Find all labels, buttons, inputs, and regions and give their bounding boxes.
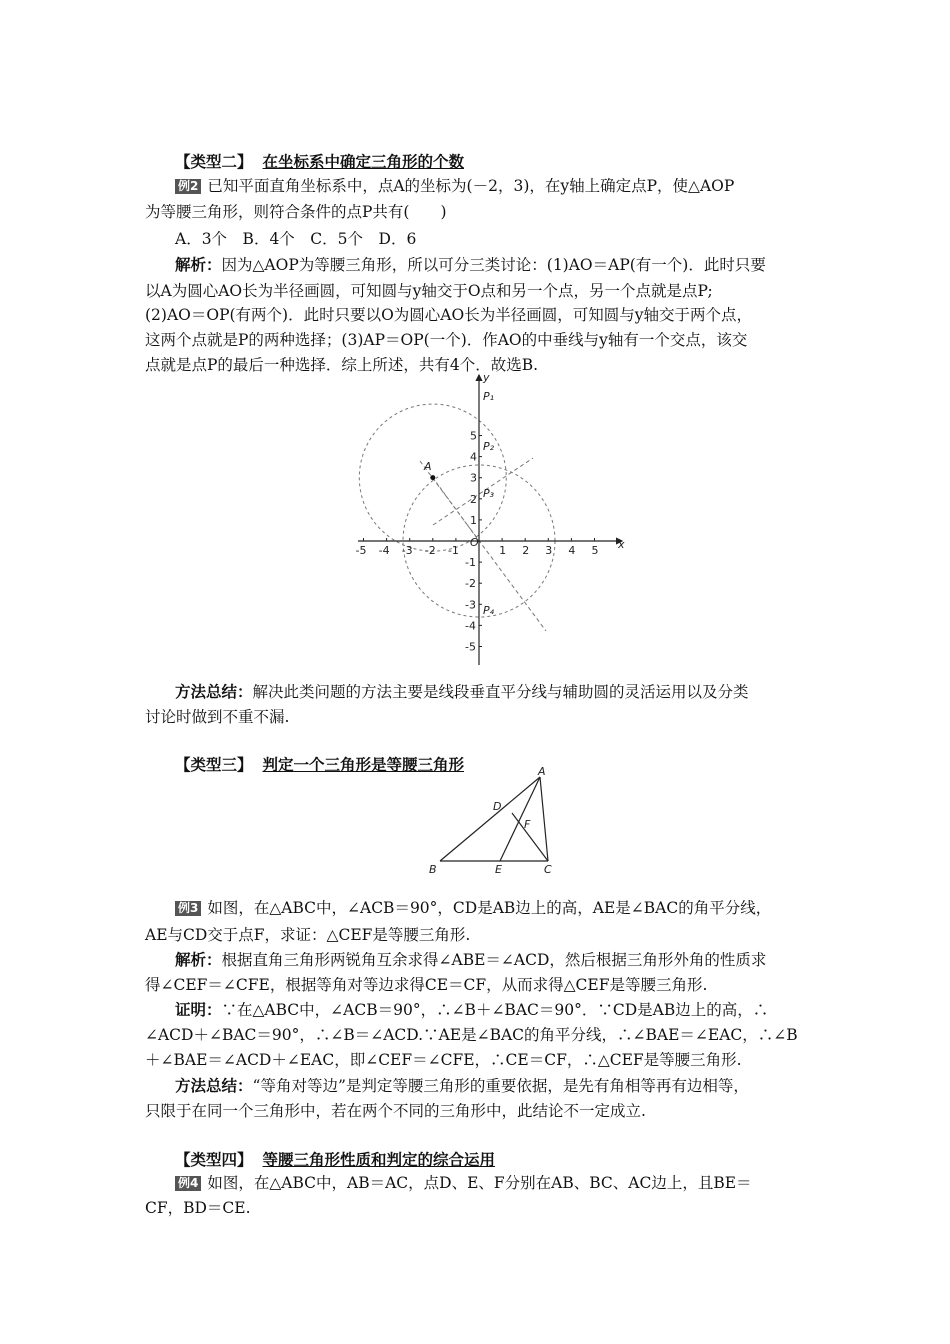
y-tick-label: -2 [465, 577, 476, 591]
segment-A-O [433, 478, 479, 541]
method-summary-line1 [175, 682, 749, 702]
analysis-line4: 这两个点就是P的两种选择；(3)AP＝OP(一个)．作AO的中垂线与y轴有一个交点，该交 [145, 331, 748, 349]
y-tick-label: -3 [465, 598, 476, 612]
analysis-line2: 以A为圆心AO长为半径画圆，可知圆与y轴交于O点和另一个点，另一个点就是点P; [145, 282, 713, 300]
x-tick-label: 1 [499, 544, 507, 557]
problem-text: 如图，在△ABC中，∠ACB＝90°，CD是AB边上的高，AE是∠BAC的角平分线， [207, 899, 772, 917]
x-tick-label: 4 [568, 544, 576, 557]
method-text: 解决此类问题的方法主要是线段垂直平分线与辅助圆的灵活运用以及分类 [252, 683, 749, 701]
method-summary-line1 [175, 1076, 749, 1096]
analysis-label: 解析： [175, 256, 222, 274]
example-badge: 例2 [175, 179, 201, 194]
x-axis-label: x [618, 538, 625, 551]
y-axis-label: y [483, 371, 490, 384]
y-tick-label: 5 [470, 429, 477, 443]
method-summary-line2: 讨论时做到不重不漏. [145, 708, 290, 726]
segment-AE [500, 777, 540, 861]
y-tick-label: 4 [470, 450, 477, 464]
heading-bracket: 【类型四】 [175, 1151, 253, 1169]
proof-label: 证明： [175, 1001, 222, 1019]
example-4-problem-line1 [175, 1173, 752, 1193]
x-tick-label: -2 [424, 544, 436, 557]
method-summary-line2: 只限于在同一个三角形中，若在两个不同的三角形中，此结论不一定成立. [145, 1102, 646, 1120]
point-P1-label: P₁ [483, 390, 495, 403]
x-tick-label: 3 [545, 544, 553, 557]
vertex-B-label: B [429, 863, 437, 876]
analysis-line1 [175, 255, 766, 275]
example-2-options: A．3个 B．4个 C．5个 D．6 [175, 230, 417, 248]
point-A-label: A [424, 460, 432, 473]
heading-topic: 等腰三角形性质和判定的综合运用 [262, 1151, 496, 1169]
example-3-problem-line2: AE与CD交于点F，求证：△CEF是等腰三角形. [145, 926, 471, 944]
point-E-label: E [495, 863, 502, 876]
vertex-A-label: A [538, 765, 546, 778]
point-A-dot [430, 475, 435, 480]
x-tick-label: -1 [447, 544, 459, 557]
y-tick-label: 1 [470, 513, 477, 527]
proof-line1 [175, 1000, 768, 1020]
proof-line3: ＋∠BAE＝∠ACD＋∠EAC，即∠CEF＝∠CFE，∴CE＝CF，∴△CEF是等腰三角形. [145, 1051, 742, 1069]
example-2-problem-line1 [175, 176, 734, 196]
problem-text: 已知平面直角坐标系中，点A的坐标为(－2，3)，在y轴上确定点P，使△AOP [207, 177, 735, 195]
example-badge: 例3 [175, 901, 201, 916]
triangle-figure [420, 765, 570, 880]
example-2-problem-line2: 为等腰三角形，则符合条件的点P共有( ) [145, 203, 447, 221]
proof-line2: ∠ACD＋∠BAC＝90°，∴∠B＝∠ACD.∵AE是∠BAC的角平分线，∴∠BAE＝∠EAC，∴∠B [145, 1026, 798, 1044]
analysis-line5: 点就是点P的最后一种选择．综上所述，共有4个．故选B. [145, 356, 539, 374]
point-D-label: D [493, 800, 502, 813]
analysis-line2: 得∠CEF＝∠CFE，根据等角对等边求得CE＝CF，从而求得△CEF是等腰三角形. [145, 976, 708, 994]
type4-heading [175, 1150, 495, 1170]
x-tick-label: -3 [401, 544, 413, 557]
x-tick-label: 2 [522, 544, 530, 557]
point-P2-label: P₂ [483, 440, 495, 453]
heading-bracket: 【类型二】 [175, 153, 253, 171]
method-label: 方法总结： [175, 1077, 253, 1095]
x-tick-label: -4 [378, 544, 390, 557]
point-F-label: F [524, 818, 531, 831]
y-tick-label: 3 [470, 471, 477, 485]
type2-heading [175, 152, 464, 172]
analysis-line1 [175, 950, 766, 970]
problem-text: 如图，在△ABC中，AB＝AC，点D、E、F分别在AB、BC、AC边上，且BE＝ [207, 1174, 752, 1192]
analysis-text: 因为△AOP为等腰三角形，所以可分三类讨论：(1)AO＝AP(有一个)．此时只要 [221, 256, 766, 274]
example-3-problem-line1 [175, 898, 771, 918]
side-AC [540, 777, 548, 861]
x-tick-label: -5 [355, 544, 367, 557]
y-tick-label: 2 [470, 492, 477, 506]
heading-topic: 判定一个三角形是等腰三角形 [262, 756, 465, 774]
point-P3-label: P₃ [483, 487, 495, 500]
y-tick-label: -5 [465, 640, 476, 654]
x-tick-label: 5 [591, 544, 599, 557]
coordinate-graph [350, 370, 640, 670]
method-text: “等角对等边”是判定等腰三角形的重要依据，是先有角相等再有边相等， [252, 1077, 749, 1095]
example-4-problem-line2: CF，BD＝CE. [145, 1199, 251, 1217]
analysis-text: 根据直角三角形两锐角互余求得∠ABE＝∠ACD，然后根据三角形外角的性质求 [221, 951, 767, 969]
y-tick-label: -4 [465, 619, 476, 633]
heading-topic: 在坐标系中确定三角形的个数 [262, 153, 465, 171]
proof-text: ∵在△ABC中，∠ACB＝90°，∴∠B＋∠BAC＝90°．∵CD是AB边上的高，∴ [221, 1001, 769, 1019]
method-label: 方法总结： [175, 683, 253, 701]
analysis-line3: (2)AO＝OP(有两个)．此时只要以O为圆心AO长为半径画圆，可知圆与y轴交于两个点， [145, 306, 752, 324]
example-badge: 例4 [175, 1176, 201, 1191]
analysis-label: 解析： [175, 951, 222, 969]
y-tick-label: -1 [465, 556, 476, 570]
heading-bracket: 【类型三】 [175, 756, 253, 774]
origin-label: O [470, 536, 479, 549]
point-P4-label: P₄ [483, 604, 495, 617]
vertex-C-label: C [544, 863, 552, 876]
